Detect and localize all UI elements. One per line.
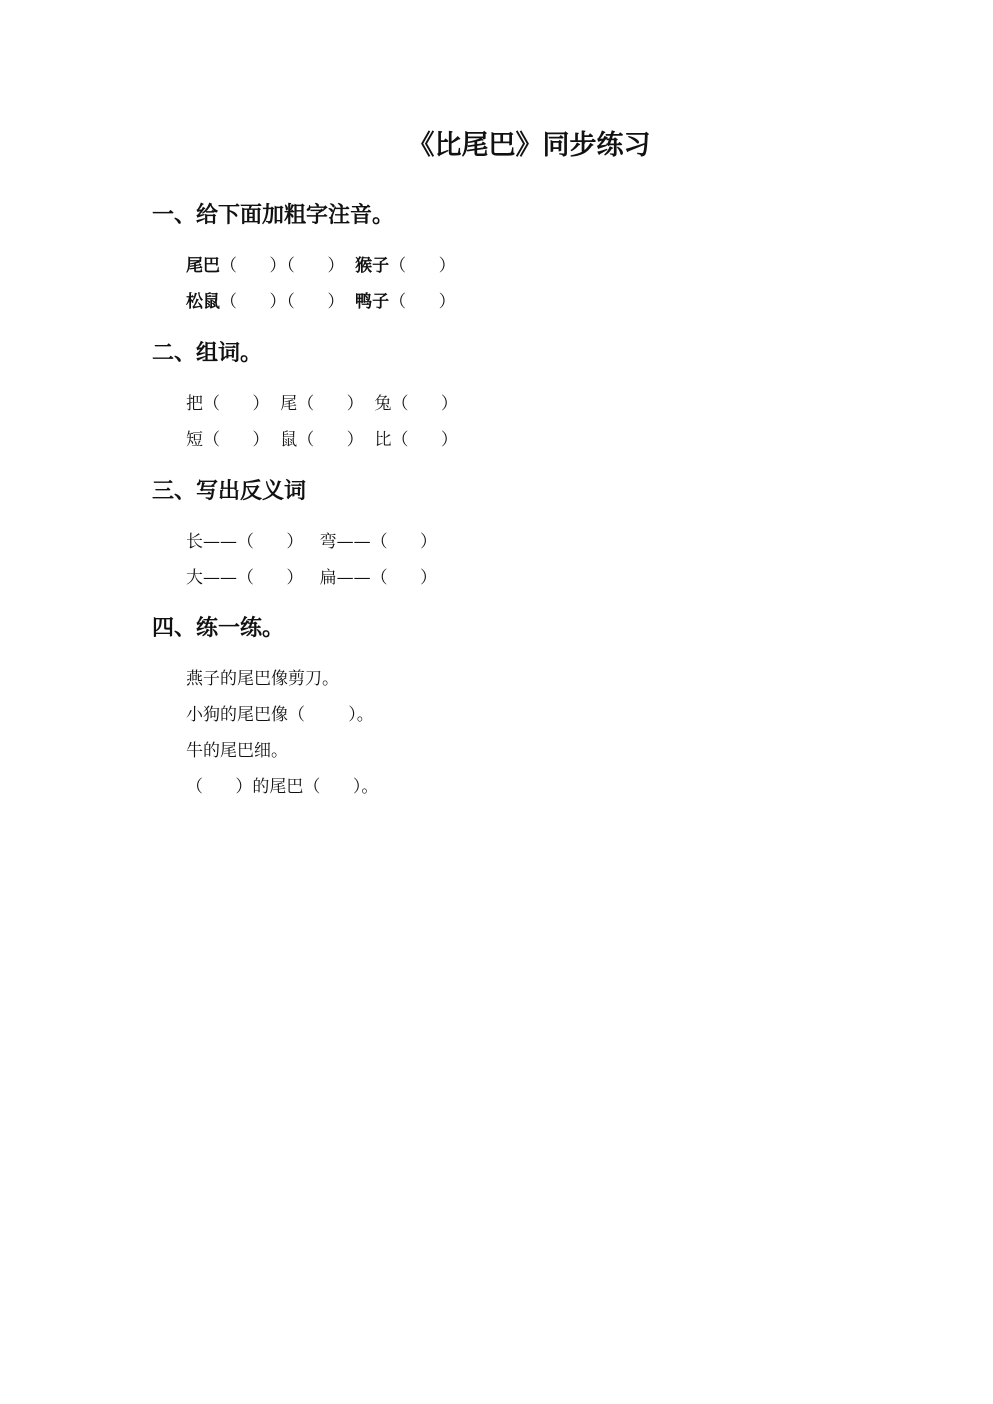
section-heading-antonyms: 三、写出反义词 [152,478,307,504]
word-building-row[interactable]: 短（ ） 鼠（ ） 比（ ） [186,430,458,450]
practice-line: 牛的尾巴细。 [186,741,288,761]
pinyin-row [186,290,456,314]
pinyin-row [186,254,456,278]
practice-line: 燕子的尾巴像剪刀。 [186,669,339,689]
bold-word: 松鼠 [186,292,220,312]
bold-word: 猴子 [355,256,390,276]
word-building-row[interactable]: 把（ ） 尾（ ） 兔（ ） [186,394,458,414]
practice-line[interactable]: 小狗的尾巴像（ ）。 [186,705,374,725]
answer-blank[interactable]: （ ）（ ） [220,292,356,312]
section-heading-pinyin: 一、给下面加粗字注音。 [152,202,395,228]
practice-line[interactable]: （ ）的尾巴（ ）。 [186,777,379,797]
bold-word: 尾巴 [186,256,220,276]
page-title: 《比尾巴》同步练习 [407,130,651,161]
section-heading-words: 二、组词。 [152,340,263,366]
antonym-row[interactable]: 大——（ ） 扁——（ ） [186,568,438,588]
antonym-row[interactable]: 长——（ ） 弯——（ ） [186,532,438,552]
bold-word: 鸭子 [355,292,390,312]
answer-blank[interactable]: （ ） [389,292,456,312]
answer-blank[interactable]: （ ） [389,256,456,276]
answer-blank[interactable]: （ ）（ ） [220,256,356,276]
section-heading-practice: 四、练一练。 [152,615,285,641]
